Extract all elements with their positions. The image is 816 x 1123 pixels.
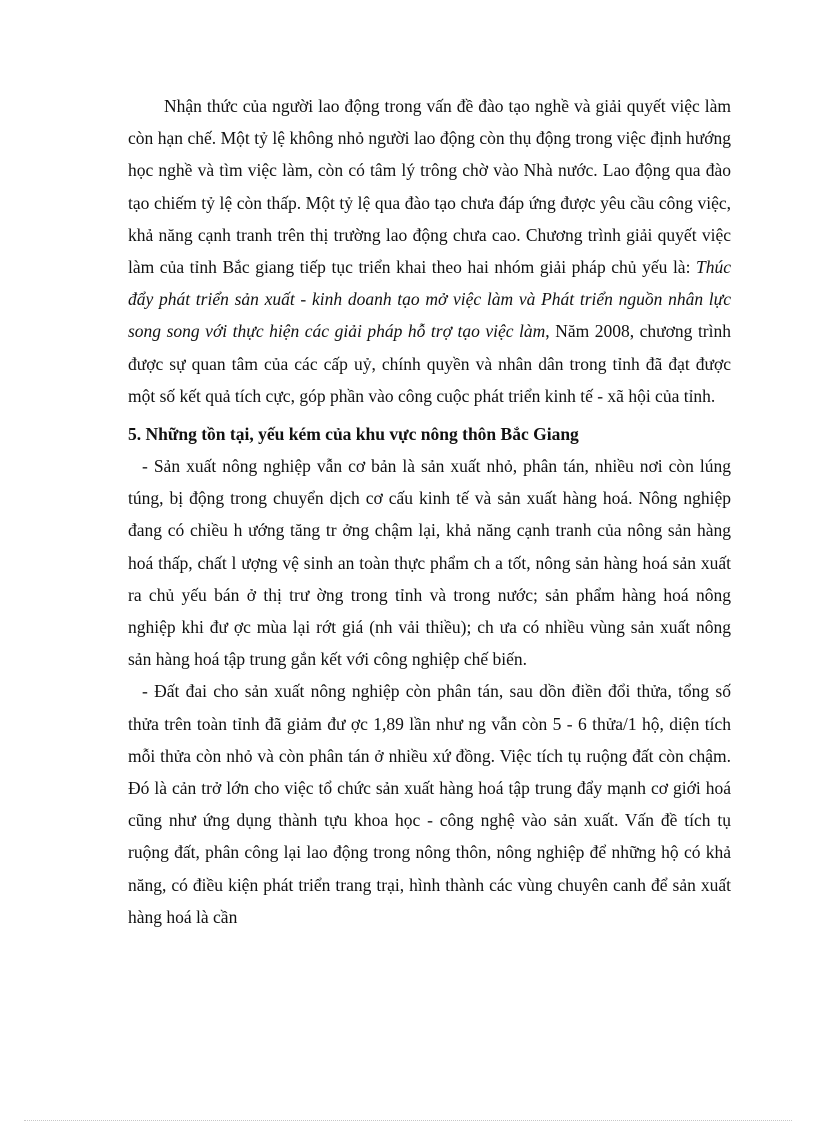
paragraph-labor-awareness	[128, 90, 731, 412]
document-body	[128, 90, 731, 933]
page-bottom-divider	[24, 1120, 792, 1121]
italic-program-title: Thúc đẩy phát triển sản xuất - kinh doanh tạo mở việc làm và Phát triển nguồn nhân lực song song với thực hiện các giải pháp hỗ trợ tạo việc làm	[128, 257, 731, 342]
paragraph-agriculture: - Sản xuất nông nghiệp vẫn cơ bản là sản xuất nhỏ, phân tán, nhiều nơi còn lúng túng, bị động trong chuyển dịch cơ cấu kinh tế và sản xuất hàng hoá. Nông nghiệp đang có chiều h ướng tăng tr ởng chậm lại, khả năng cạnh tranh của nông sản hàng hoá thấp, chất l ượng vệ sinh an toàn thực phẩm ch a tốt, nông sản hàng hoá sản xuất ra chủ yếu bán ở thị trư ờng trong tỉnh và trong nước; sản phẩm hàng hoá nông nghiệp khi đư ợc mùa lại rớt giá (nh vải thiều); ch ưa có nhiều vùng sản xuất nông sản hàng hoá tập trung gắn kết với công nghiệp chế biến.	[128, 456, 731, 670]
section-heading: 5. Những tồn tại, yếu kém của khu vực nông thôn Bắc Giang	[128, 424, 579, 445]
paragraph-land: - Đất đai cho sản xuất nông nghiệp còn phân tán, sau dồn điền đổi thửa, tổng số thửa trên toàn tỉnh đã giảm đư ợc 1,89 lần như ng vẫn còn 5 - 6 thửa/1 hộ, diện tích mỗi thửa còn nhỏ và còn phân tán ở nhiều xứ đồng. Việc tích tụ ruộng đất còn chậm. Đó là cản trở lớn cho việc tổ chức sản xuất hàng hoá tập trung đẩy mạnh cơ giới hoá cũng như ứng dụng thành tựu khoa học - công nghệ vào sản xuất. Vấn đề tích tụ ruộng đất, phân công lại lao động trong nông thôn, nông nghiệp để những hộ có khả năng, có điều kiện phát triển trang trại, hình thành các vùng chuyên canh để sản xuất hàng hoá là cần	[128, 681, 731, 927]
paragraph-text: Nhận thức của người lao động trong vấn đề đào tạo nghề và giải quyết việc làm còn hạn chế. Một tỷ lệ không nhỏ người lao động còn thụ động trong việc định hướng học nghề và tìm việc làm, còn có tâm lý trông chờ vào Nhà nước. Lao động qua đào tạo chiếm tỷ lệ còn thấp. Một tỷ lệ qua đào tạo chưa đáp ứng được yêu cầu công việc, khả năng cạnh tranh trên thị trường lao động chưa cao. Chương trình giải quyết việc làm của tỉnh Bắc giang tiếp tục triển khai theo hai nhóm giải pháp chủ yếu là:	[128, 96, 731, 278]
paragraph-text-end: , Năm 2008, chương trình được sự quan tâm của các cấp uỷ, chính quyền và nhân dân trong tỉnh đã đạt được một số kết quả tích cực, góp phần vào công cuộc phát triển kinh tế - xã hội của tỉnh.	[128, 321, 731, 406]
